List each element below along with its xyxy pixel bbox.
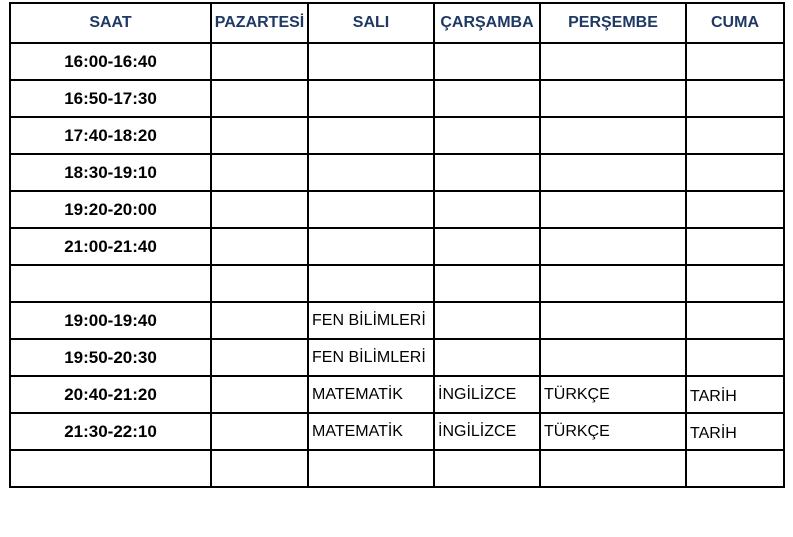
lesson-cell-friday xyxy=(686,191,784,228)
table-row xyxy=(10,80,784,117)
lesson-cell-friday xyxy=(686,450,784,487)
lesson-cell-tuesday: FEN BİLİMLERİ xyxy=(308,302,434,339)
lesson-cell-tuesday: MATEMATİK xyxy=(308,413,434,450)
lesson-cell-friday xyxy=(686,339,784,376)
table-row xyxy=(10,191,784,228)
lesson-cell-monday xyxy=(211,339,308,376)
lesson-cell-wednesday xyxy=(434,265,540,302)
lesson-cell-thursday xyxy=(540,339,686,376)
lesson-cell-tuesday: FEN BİLİMLERİ xyxy=(308,339,434,376)
lesson-cell-monday xyxy=(211,450,308,487)
lesson-cell-monday xyxy=(211,117,308,154)
lesson-cell-thursday xyxy=(540,43,686,80)
lesson-cell-wednesday xyxy=(434,302,540,339)
lesson-cell-thursday xyxy=(540,117,686,154)
weekly-schedule-table xyxy=(9,2,785,488)
header-row xyxy=(10,3,784,43)
time-cell: 18:30-19:10 xyxy=(10,154,211,191)
lesson-cell-friday xyxy=(686,154,784,191)
table-row xyxy=(10,450,784,487)
header-thursday: PERŞEMBE xyxy=(540,3,686,43)
lesson-cell-tuesday xyxy=(308,154,434,191)
lesson-cell-friday xyxy=(686,302,784,339)
lesson-cell-wednesday xyxy=(434,117,540,154)
time-cell: 16:50-17:30 xyxy=(10,80,211,117)
lesson-cell-wednesday xyxy=(434,191,540,228)
table-row xyxy=(10,302,784,339)
lesson-cell-tuesday xyxy=(308,191,434,228)
time-cell xyxy=(10,450,211,487)
header-monday: PAZARTESİ xyxy=(211,3,308,43)
lesson-cell-wednesday xyxy=(434,339,540,376)
header-friday: CUMA xyxy=(686,3,784,43)
lesson-cell-thursday: TÜRKÇE xyxy=(540,376,686,413)
time-cell: 19:50-20:30 xyxy=(10,339,211,376)
lesson-cell-monday xyxy=(211,302,308,339)
lesson-cell-monday xyxy=(211,191,308,228)
lesson-cell-wednesday xyxy=(434,43,540,80)
lesson-cell-friday xyxy=(686,228,784,265)
lesson-cell-monday xyxy=(211,154,308,191)
lesson-cell-monday xyxy=(211,43,308,80)
time-cell: 21:00-21:40 xyxy=(10,228,211,265)
lesson-cell-tuesday xyxy=(308,450,434,487)
lesson-cell-friday: TARİH xyxy=(686,376,784,413)
lesson-cell-friday xyxy=(686,265,784,302)
lesson-cell-monday xyxy=(211,413,308,450)
lesson-cell-thursday xyxy=(540,228,686,265)
table-row xyxy=(10,265,784,302)
lesson-cell-thursday xyxy=(540,450,686,487)
table-row xyxy=(10,413,784,450)
lesson-cell-tuesday xyxy=(308,117,434,154)
lesson-cell-thursday xyxy=(540,80,686,117)
time-cell: 21:30-22:10 xyxy=(10,413,211,450)
time-cell: 19:00-19:40 xyxy=(10,302,211,339)
table-row xyxy=(10,117,784,154)
lesson-cell-thursday: TÜRKÇE xyxy=(540,413,686,450)
lesson-cell-thursday xyxy=(540,191,686,228)
lesson-cell-wednesday xyxy=(434,154,540,191)
lesson-cell-wednesday xyxy=(434,450,540,487)
time-cell: 17:40-18:20 xyxy=(10,117,211,154)
lesson-cell-monday xyxy=(211,228,308,265)
time-cell xyxy=(10,265,211,302)
time-cell: 16:00-16:40 xyxy=(10,43,211,80)
lesson-cell-wednesday: İNGİLİZCE xyxy=(434,376,540,413)
lesson-cell-thursday xyxy=(540,265,686,302)
header-wednesday: ÇARŞAMBA xyxy=(434,3,540,43)
lesson-cell-tuesday xyxy=(308,43,434,80)
lesson-cell-monday xyxy=(211,80,308,117)
table-row xyxy=(10,339,784,376)
lesson-cell-friday xyxy=(686,117,784,154)
lesson-cell-tuesday: MATEMATİK xyxy=(308,376,434,413)
lesson-cell-thursday xyxy=(540,302,686,339)
table-row xyxy=(10,154,784,191)
lesson-cell-tuesday xyxy=(308,228,434,265)
time-cell: 19:20-20:00 xyxy=(10,191,211,228)
time-cell: 20:40-21:20 xyxy=(10,376,211,413)
lesson-cell-monday xyxy=(211,376,308,413)
lesson-cell-wednesday xyxy=(434,228,540,265)
lesson-cell-wednesday xyxy=(434,80,540,117)
table-row xyxy=(10,228,784,265)
header-time: SAAT xyxy=(10,3,211,43)
lesson-cell-friday xyxy=(686,43,784,80)
lesson-cell-wednesday: İNGİLİZCE xyxy=(434,413,540,450)
table-row xyxy=(10,43,784,80)
table-row xyxy=(10,376,784,413)
lesson-cell-friday: TARİH xyxy=(686,413,784,450)
header-tuesday: SALI xyxy=(308,3,434,43)
lesson-cell-friday xyxy=(686,80,784,117)
lesson-cell-thursday xyxy=(540,154,686,191)
lesson-cell-monday xyxy=(211,265,308,302)
lesson-cell-tuesday xyxy=(308,265,434,302)
lesson-cell-tuesday xyxy=(308,80,434,117)
